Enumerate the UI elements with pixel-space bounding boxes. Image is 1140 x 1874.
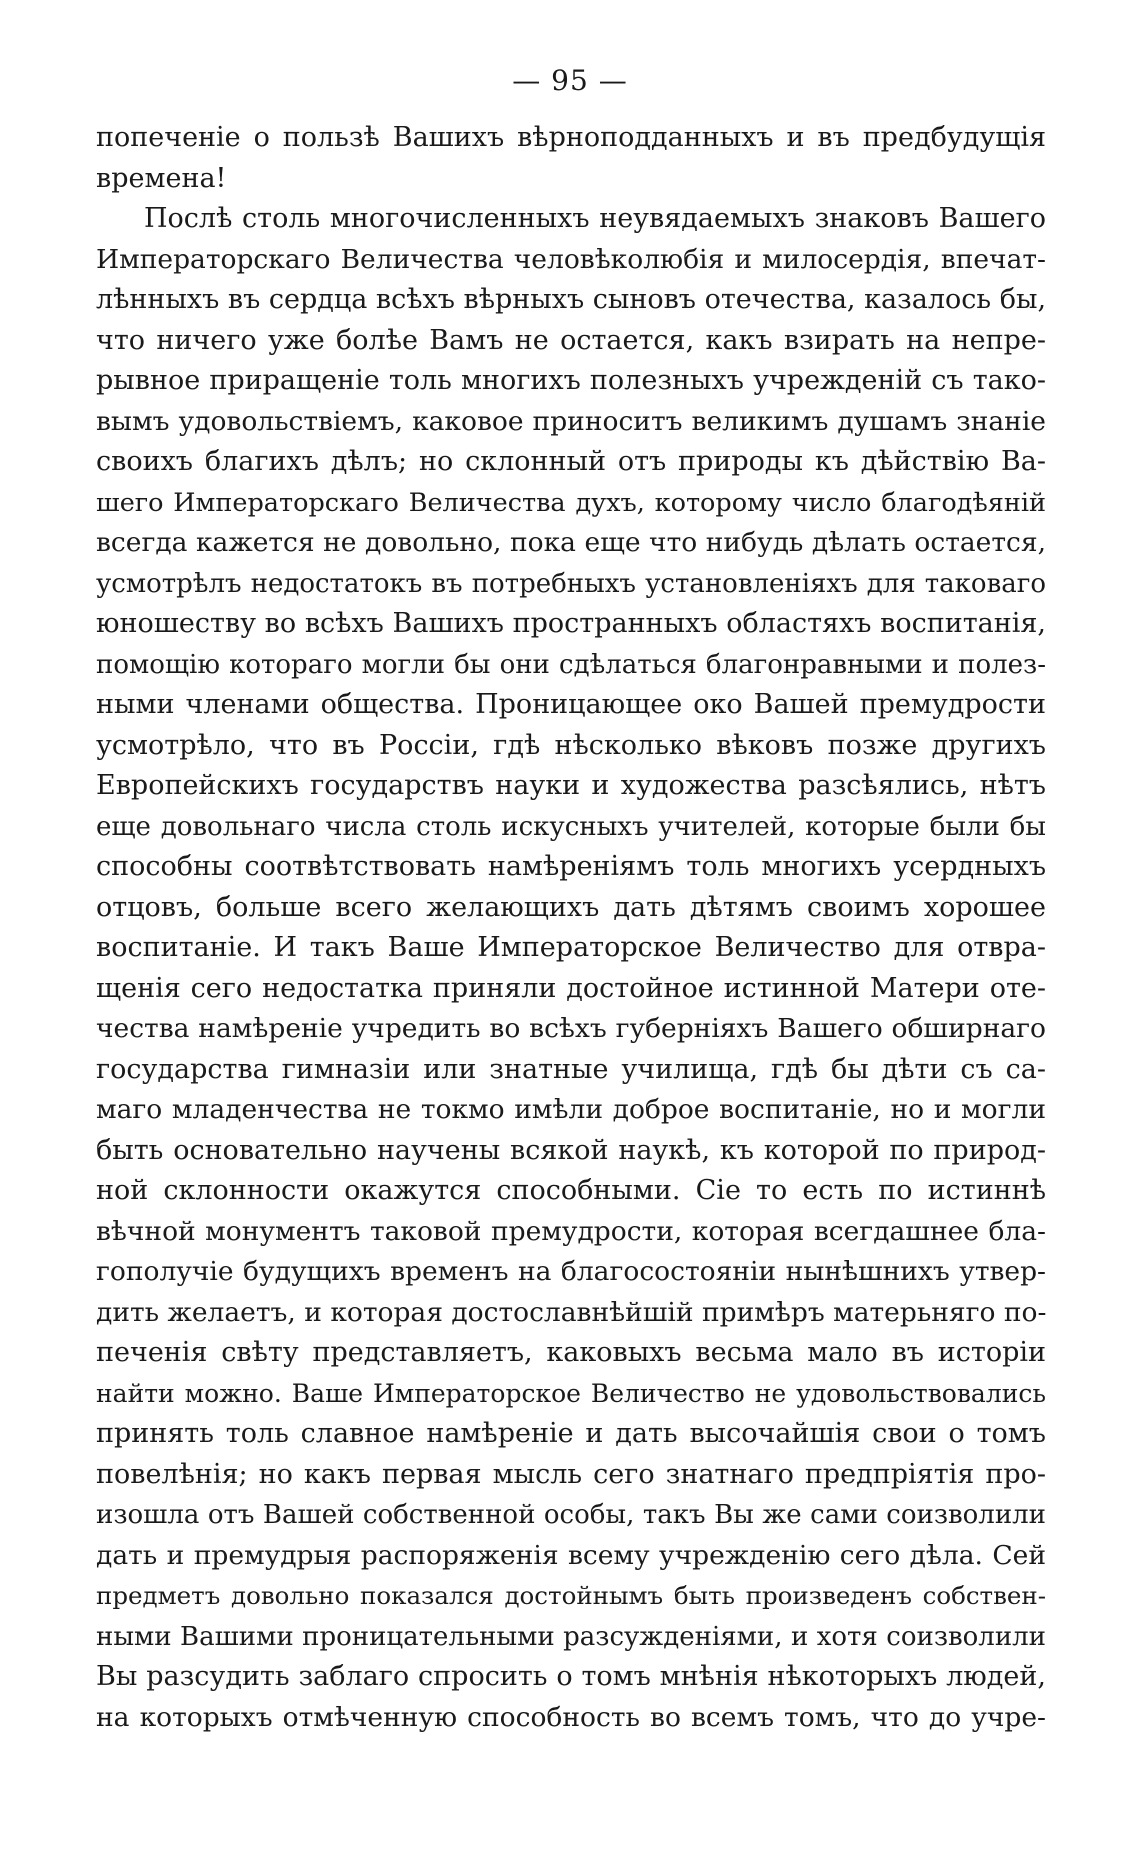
text-line: времена!: [96, 162, 227, 194]
text-line: маго младенчества не токмо имѣли доброе воспитаніе, но и могли: [96, 1094, 1046, 1125]
text-line: чества намѣреніе учредить во всѣхъ губерніяхъ Вашего обширнаго: [96, 1013, 1046, 1044]
text-line: вѣчной монументъ таковой премудрости, которая всегдашнее бла-: [96, 1215, 1046, 1247]
text-line: что ничего уже болѣе Вамъ не остается, какъ взирать на непре-: [96, 324, 1046, 356]
text-line: ной склонности окажутся способными. Сіе то есть по истиннѣ: [96, 1175, 1046, 1206]
text-line: изошла отъ Вашей собственной особы, такъ Вы же сами соизволили: [96, 1500, 1046, 1530]
text-line: предметъ довольно показался достойнымъ быть произведенъ собствен-: [96, 1581, 1046, 1610]
text-line: принять толь славное намѣреніе и дать высочайшія свои о томъ: [96, 1418, 1046, 1449]
text-line: на которыхъ отмѣченную способность во всемъ томъ, что до учре-: [96, 1701, 1046, 1733]
text-line: Послѣ столь многочисленныхъ неувядаемыхъ знаковъ Вашего: [144, 203, 1046, 234]
text-line: воспитаніе. И такъ Ваше Императорское Величество для отвра-: [96, 932, 1046, 963]
text-line: еще довольнаго числа столь искусныхъ учителей, которые были бы: [96, 811, 1046, 842]
text-line: повелѣнія; но какъ первая мысль сего знатнаго предпріятія про-: [96, 1458, 1046, 1490]
text-line: шего Императорскаго Величества духъ, которому число благодѣяній: [96, 487, 1046, 518]
text-line: усмотрѣлъ недостатокъ въ потребныхъ установленіяхъ для таковаго: [96, 568, 1046, 599]
text-line: государства гимназіи или знатные училища, гдѣ бы дѣти съ са-: [96, 1053, 1046, 1085]
body-text: [96, 118, 1046, 1738]
text-line: Вы разсудить заблаго спросить о томъ мнѣнія нѣкоторыхъ людей,: [96, 1661, 1046, 1692]
text-line: всегда кажется не довольно, пока еще что нибудь дѣлать остается,: [96, 527, 1046, 558]
text-line: найти можно. Ваше Императорское Величество не удовольствовались: [96, 1378, 1046, 1408]
page-number: — 95 —: [512, 64, 628, 97]
text-line: ными членами общества. Проницающее око Вашей премудрости: [96, 689, 1046, 720]
text-line: дить желаетъ, и которая достославнѣйшій примѣръ матерьняго по-: [96, 1296, 1046, 1328]
text-line: способны соотвѣтствовать намѣреніямъ толь многихъ усердныхъ: [96, 851, 1046, 882]
text-line: Императорскаго Величества человѣколюбія и милосердія, впечат-: [96, 243, 1046, 275]
text-line: рывное приращеніе толь многихъ полезныхъ учрежденій съ тако-: [96, 365, 1046, 396]
text-line: лѣнныхъ въ сердца всѣхъ вѣрныхъ сыновъ отечества, казалось бы,: [96, 284, 1046, 315]
text-line: вымъ удовольствіемъ, каковое приноситъ великимъ душамъ знаніе: [96, 405, 1046, 437]
text-line: дать и премудрыя распоряженія всему учрежденію сего дѣла. Сей: [96, 1539, 1046, 1571]
text-line: усмотрѣло, что въ Россіи, гдѣ нѣсколько вѣковъ позже другихъ: [96, 729, 1046, 761]
text-line: быть основательно научены всякой наукѣ, къ которой по природ-: [96, 1134, 1046, 1166]
text-line: щенія сего недостатка приняли достойное истинной Матери оте-: [96, 972, 1046, 1004]
text-line: отцовъ, больше всего желающихъ дать дѣтямъ своимъ хорошее: [96, 891, 1046, 923]
text-line: попеченіе о пользѣ Вашихъ вѣрноподданныхъ и въ предбудущія: [96, 122, 1046, 153]
text-line: печенія свѣту представляетъ, каковыхъ весьма мало въ исторіи: [96, 1337, 1046, 1368]
text-line: гополучіе будущихъ временъ на благосостояніи нынѣшнихъ утвер-: [96, 1256, 1046, 1287]
text-line: ными Вашими проницательными разсужденіями, и хотя соизволили: [96, 1621, 1046, 1652]
text-line: Европейскихъ государствъ науки и художества разсѣялись, нѣтъ: [96, 770, 1046, 801]
text-line: юношеству во всѣхъ Вашихъ пространныхъ областяхъ воспитанія,: [96, 608, 1046, 639]
text-line: своихъ благихъ дѣлъ; но склонный отъ природы къ дѣйствію Ва-: [96, 446, 1046, 477]
text-line: помощію котораго могли бы они сдѣлаться благонравными и полез-: [96, 649, 1046, 680]
